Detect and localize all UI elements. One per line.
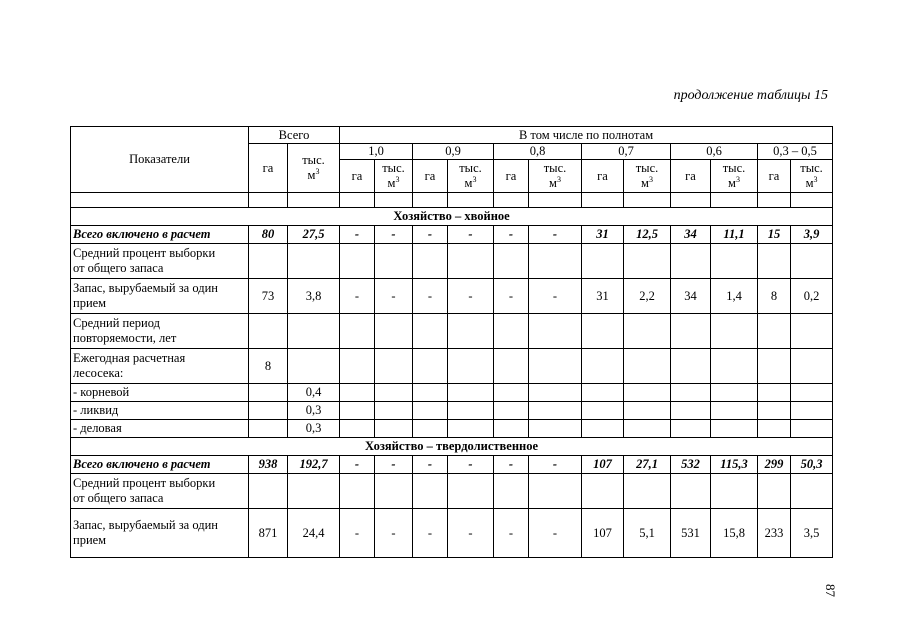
row-label: - деловая bbox=[71, 420, 249, 438]
value-cell: 0,3 bbox=[288, 420, 340, 438]
header-unit-ha: га bbox=[413, 160, 448, 193]
value-cell bbox=[529, 384, 582, 402]
value-cell: - bbox=[529, 509, 582, 558]
header-row bbox=[71, 127, 833, 144]
value-cell bbox=[671, 314, 711, 349]
value-cell bbox=[582, 384, 624, 402]
header-unit-ha: га bbox=[494, 160, 529, 193]
value-cell bbox=[340, 349, 375, 384]
value-cell bbox=[671, 474, 711, 509]
value-cell: 871 bbox=[249, 509, 288, 558]
row-label: - корневой bbox=[71, 384, 249, 402]
value-cell bbox=[711, 314, 758, 349]
value-cell bbox=[582, 244, 624, 279]
value-cell bbox=[671, 349, 711, 384]
value-cell: 34 bbox=[671, 226, 711, 244]
empty-cell bbox=[791, 193, 833, 208]
value-cell: - bbox=[340, 456, 375, 474]
value-cell bbox=[375, 384, 413, 402]
value-cell: 3,5 bbox=[791, 509, 833, 558]
value-cell bbox=[375, 244, 413, 279]
value-cell bbox=[529, 420, 582, 438]
value-cell bbox=[448, 314, 494, 349]
value-cell: - bbox=[448, 509, 494, 558]
value-cell bbox=[711, 420, 758, 438]
value-cell bbox=[494, 474, 529, 509]
value-cell: - bbox=[494, 509, 529, 558]
value-cell: - bbox=[375, 456, 413, 474]
value-cell bbox=[288, 349, 340, 384]
header-unit-thous-m3: тыс. $м^3$ bbox=[624, 160, 671, 193]
value-cell bbox=[448, 402, 494, 420]
table-caption: продолжение таблицы 15 bbox=[673, 88, 828, 103]
value-cell: 107 bbox=[582, 509, 624, 558]
header-density: 1,0 bbox=[340, 144, 413, 160]
value-cell bbox=[791, 420, 833, 438]
value-cell bbox=[529, 402, 582, 420]
value-cell: - bbox=[529, 226, 582, 244]
value-cell bbox=[529, 474, 582, 509]
row-label: Запас, вырубаемый за один прием bbox=[71, 279, 249, 314]
value-cell: 3,8 bbox=[288, 279, 340, 314]
empty-cell bbox=[375, 193, 413, 208]
value-cell: - bbox=[413, 456, 448, 474]
value-cell bbox=[448, 244, 494, 279]
value-cell bbox=[494, 384, 529, 402]
header-total: Всего bbox=[249, 127, 340, 144]
value-cell bbox=[494, 420, 529, 438]
row-label: Запас, вырубаемый за один прием bbox=[71, 509, 249, 558]
table-row bbox=[71, 402, 833, 420]
section-title: Хозяйство – твердолиственное bbox=[71, 438, 833, 456]
value-cell: 31 bbox=[582, 279, 624, 314]
empty-cell bbox=[448, 193, 494, 208]
value-cell: 50,3 bbox=[791, 456, 833, 474]
value-cell: - bbox=[494, 226, 529, 244]
value-cell bbox=[249, 402, 288, 420]
header-unit-thous-m3: тыс. $м^3$ bbox=[711, 160, 758, 193]
row-label: Средний процент выборки от общего запаса bbox=[71, 474, 249, 509]
value-cell bbox=[624, 314, 671, 349]
header-density: 0,6 bbox=[671, 144, 758, 160]
header-density: 0,9 bbox=[413, 144, 494, 160]
value-cell bbox=[529, 349, 582, 384]
value-cell: 0,4 bbox=[288, 384, 340, 402]
header-density: 0,3 – 0,5 bbox=[758, 144, 833, 160]
value-cell bbox=[582, 402, 624, 420]
section-row bbox=[71, 208, 833, 226]
value-cell: 1,4 bbox=[711, 279, 758, 314]
value-cell bbox=[340, 420, 375, 438]
value-cell bbox=[494, 349, 529, 384]
value-cell bbox=[791, 349, 833, 384]
value-cell: 2,2 bbox=[624, 279, 671, 314]
value-cell bbox=[711, 349, 758, 384]
value-cell: - bbox=[529, 456, 582, 474]
empty-cell bbox=[624, 193, 671, 208]
empty-cell bbox=[758, 193, 791, 208]
header-unit-ha: га bbox=[249, 144, 288, 193]
value-cell: 192,7 bbox=[288, 456, 340, 474]
value-cell: 24,4 bbox=[288, 509, 340, 558]
value-cell: 531 bbox=[671, 509, 711, 558]
value-cell bbox=[791, 314, 833, 349]
value-cell bbox=[340, 244, 375, 279]
value-cell: - bbox=[375, 279, 413, 314]
table-row bbox=[71, 474, 833, 509]
table-row bbox=[71, 420, 833, 438]
value-cell bbox=[624, 402, 671, 420]
value-cell: 5,1 bbox=[624, 509, 671, 558]
value-cell bbox=[582, 420, 624, 438]
value-cell: 299 bbox=[758, 456, 791, 474]
empty-cell bbox=[340, 193, 375, 208]
value-cell bbox=[448, 474, 494, 509]
value-cell: - bbox=[340, 509, 375, 558]
value-cell bbox=[791, 244, 833, 279]
value-cell bbox=[529, 314, 582, 349]
value-cell bbox=[413, 474, 448, 509]
value-cell: 27,1 bbox=[624, 456, 671, 474]
table-row bbox=[71, 384, 833, 402]
value-cell: - bbox=[340, 226, 375, 244]
value-cell bbox=[375, 314, 413, 349]
table-row bbox=[71, 509, 833, 558]
header-unit-ha: га bbox=[582, 160, 624, 193]
value-cell bbox=[671, 402, 711, 420]
value-cell: - bbox=[448, 456, 494, 474]
value-cell bbox=[288, 244, 340, 279]
value-cell bbox=[413, 402, 448, 420]
header-by-density: В том числе по полнотам bbox=[340, 127, 833, 144]
spacer-row bbox=[71, 193, 833, 208]
header-unit-ha: га bbox=[340, 160, 375, 193]
header-density: 0,8 bbox=[494, 144, 582, 160]
value-cell: 3,9 bbox=[791, 226, 833, 244]
empty-cell bbox=[71, 193, 249, 208]
value-cell: 15,8 bbox=[711, 509, 758, 558]
value-cell bbox=[624, 244, 671, 279]
value-cell bbox=[791, 384, 833, 402]
row-label: Ежегодная расчетная лесосека: bbox=[71, 349, 249, 384]
header-unit-thous-m3: тыс. $м^3$ bbox=[448, 160, 494, 193]
header-density: 0,7 bbox=[582, 144, 671, 160]
header-unit-thous-m3: тыс. $м^3$ bbox=[529, 160, 582, 193]
value-cell: 31 bbox=[582, 226, 624, 244]
value-cell bbox=[671, 244, 711, 279]
value-cell bbox=[758, 420, 791, 438]
value-cell bbox=[494, 402, 529, 420]
value-cell: 115,3 bbox=[711, 456, 758, 474]
value-cell: 8 bbox=[249, 349, 288, 384]
value-cell bbox=[375, 402, 413, 420]
value-cell bbox=[624, 474, 671, 509]
empty-cell bbox=[711, 193, 758, 208]
value-cell bbox=[340, 402, 375, 420]
value-cell: 12,5 bbox=[624, 226, 671, 244]
table-row bbox=[71, 244, 833, 279]
value-cell bbox=[758, 474, 791, 509]
table-header bbox=[71, 127, 833, 193]
value-cell: 34 bbox=[671, 279, 711, 314]
value-cell bbox=[711, 384, 758, 402]
value-cell bbox=[758, 314, 791, 349]
value-cell: - bbox=[529, 279, 582, 314]
value-cell: - bbox=[340, 279, 375, 314]
value-cell bbox=[791, 402, 833, 420]
value-cell: 0,2 bbox=[791, 279, 833, 314]
value-cell: 107 bbox=[582, 456, 624, 474]
header-unit-thous-m3: тыс. $м^3$ bbox=[791, 160, 833, 193]
value-cell bbox=[582, 314, 624, 349]
header-indicators: Показатели bbox=[71, 127, 249, 193]
value-cell bbox=[413, 244, 448, 279]
value-cell bbox=[448, 420, 494, 438]
empty-cell bbox=[494, 193, 529, 208]
value-cell bbox=[249, 244, 288, 279]
value-cell bbox=[413, 384, 448, 402]
empty-cell bbox=[582, 193, 624, 208]
value-cell bbox=[624, 349, 671, 384]
value-cell: 0,3 bbox=[288, 402, 340, 420]
value-cell bbox=[413, 420, 448, 438]
value-cell: - bbox=[448, 226, 494, 244]
value-cell: - bbox=[413, 509, 448, 558]
value-cell bbox=[249, 420, 288, 438]
value-cell bbox=[791, 474, 833, 509]
value-cell bbox=[671, 420, 711, 438]
value-cell bbox=[711, 474, 758, 509]
table-row bbox=[71, 456, 833, 474]
table-row bbox=[71, 279, 833, 314]
value-cell bbox=[340, 384, 375, 402]
row-label: Всего включено в расчет bbox=[71, 456, 249, 474]
value-cell bbox=[494, 244, 529, 279]
value-cell: - bbox=[448, 279, 494, 314]
empty-cell bbox=[671, 193, 711, 208]
header-unit-thous-m3: тыс. $м^3$ bbox=[375, 160, 413, 193]
value-cell: - bbox=[375, 226, 413, 244]
row-label: Средний период повторяемости, лет bbox=[71, 314, 249, 349]
value-cell bbox=[448, 384, 494, 402]
forest-table bbox=[70, 126, 833, 558]
value-cell bbox=[758, 244, 791, 279]
value-cell bbox=[582, 349, 624, 384]
value-cell bbox=[340, 314, 375, 349]
value-cell: - bbox=[413, 279, 448, 314]
value-cell bbox=[340, 474, 375, 509]
value-cell bbox=[758, 349, 791, 384]
value-cell: 532 bbox=[671, 456, 711, 474]
section-title: Хозяйство – хвойное bbox=[71, 208, 833, 226]
value-cell bbox=[288, 474, 340, 509]
empty-cell bbox=[249, 193, 288, 208]
value-cell: 73 bbox=[249, 279, 288, 314]
page-number: 87 bbox=[823, 584, 838, 597]
value-cell: - bbox=[494, 456, 529, 474]
table-row bbox=[71, 349, 833, 384]
value-cell bbox=[375, 420, 413, 438]
value-cell: 27,5 bbox=[288, 226, 340, 244]
value-cell: 80 bbox=[249, 226, 288, 244]
section-row bbox=[71, 438, 833, 456]
value-cell: 938 bbox=[249, 456, 288, 474]
value-cell bbox=[494, 314, 529, 349]
value-cell bbox=[249, 474, 288, 509]
value-cell: 11,1 bbox=[711, 226, 758, 244]
row-label: Всего включено в расчет bbox=[71, 226, 249, 244]
value-cell bbox=[375, 474, 413, 509]
value-cell bbox=[375, 349, 413, 384]
row-label: - ликвид bbox=[71, 402, 249, 420]
empty-cell bbox=[288, 193, 340, 208]
value-cell bbox=[249, 314, 288, 349]
value-cell: 15 bbox=[758, 226, 791, 244]
value-cell bbox=[624, 384, 671, 402]
table-body bbox=[71, 193, 833, 558]
value-cell bbox=[529, 244, 582, 279]
value-cell bbox=[249, 384, 288, 402]
value-cell: 233 bbox=[758, 509, 791, 558]
value-cell bbox=[711, 402, 758, 420]
value-cell: - bbox=[375, 509, 413, 558]
value-cell bbox=[413, 349, 448, 384]
value-cell bbox=[758, 402, 791, 420]
value-cell bbox=[582, 474, 624, 509]
header-unit-thous-m3: тыс. $м^3$ bbox=[288, 144, 340, 193]
header-unit-ha: га bbox=[758, 160, 791, 193]
value-cell bbox=[288, 314, 340, 349]
header-unit-ha: га bbox=[671, 160, 711, 193]
value-cell bbox=[711, 244, 758, 279]
value-cell: - bbox=[413, 226, 448, 244]
value-cell bbox=[413, 314, 448, 349]
table-row bbox=[71, 226, 833, 244]
value-cell bbox=[758, 384, 791, 402]
value-cell bbox=[448, 349, 494, 384]
empty-cell bbox=[413, 193, 448, 208]
table-row bbox=[71, 314, 833, 349]
value-cell: 8 bbox=[758, 279, 791, 314]
value-cell bbox=[671, 384, 711, 402]
value-cell bbox=[624, 420, 671, 438]
row-label: Средний процент выборки от общего запаса bbox=[71, 244, 249, 279]
empty-cell bbox=[529, 193, 582, 208]
value-cell: - bbox=[494, 279, 529, 314]
